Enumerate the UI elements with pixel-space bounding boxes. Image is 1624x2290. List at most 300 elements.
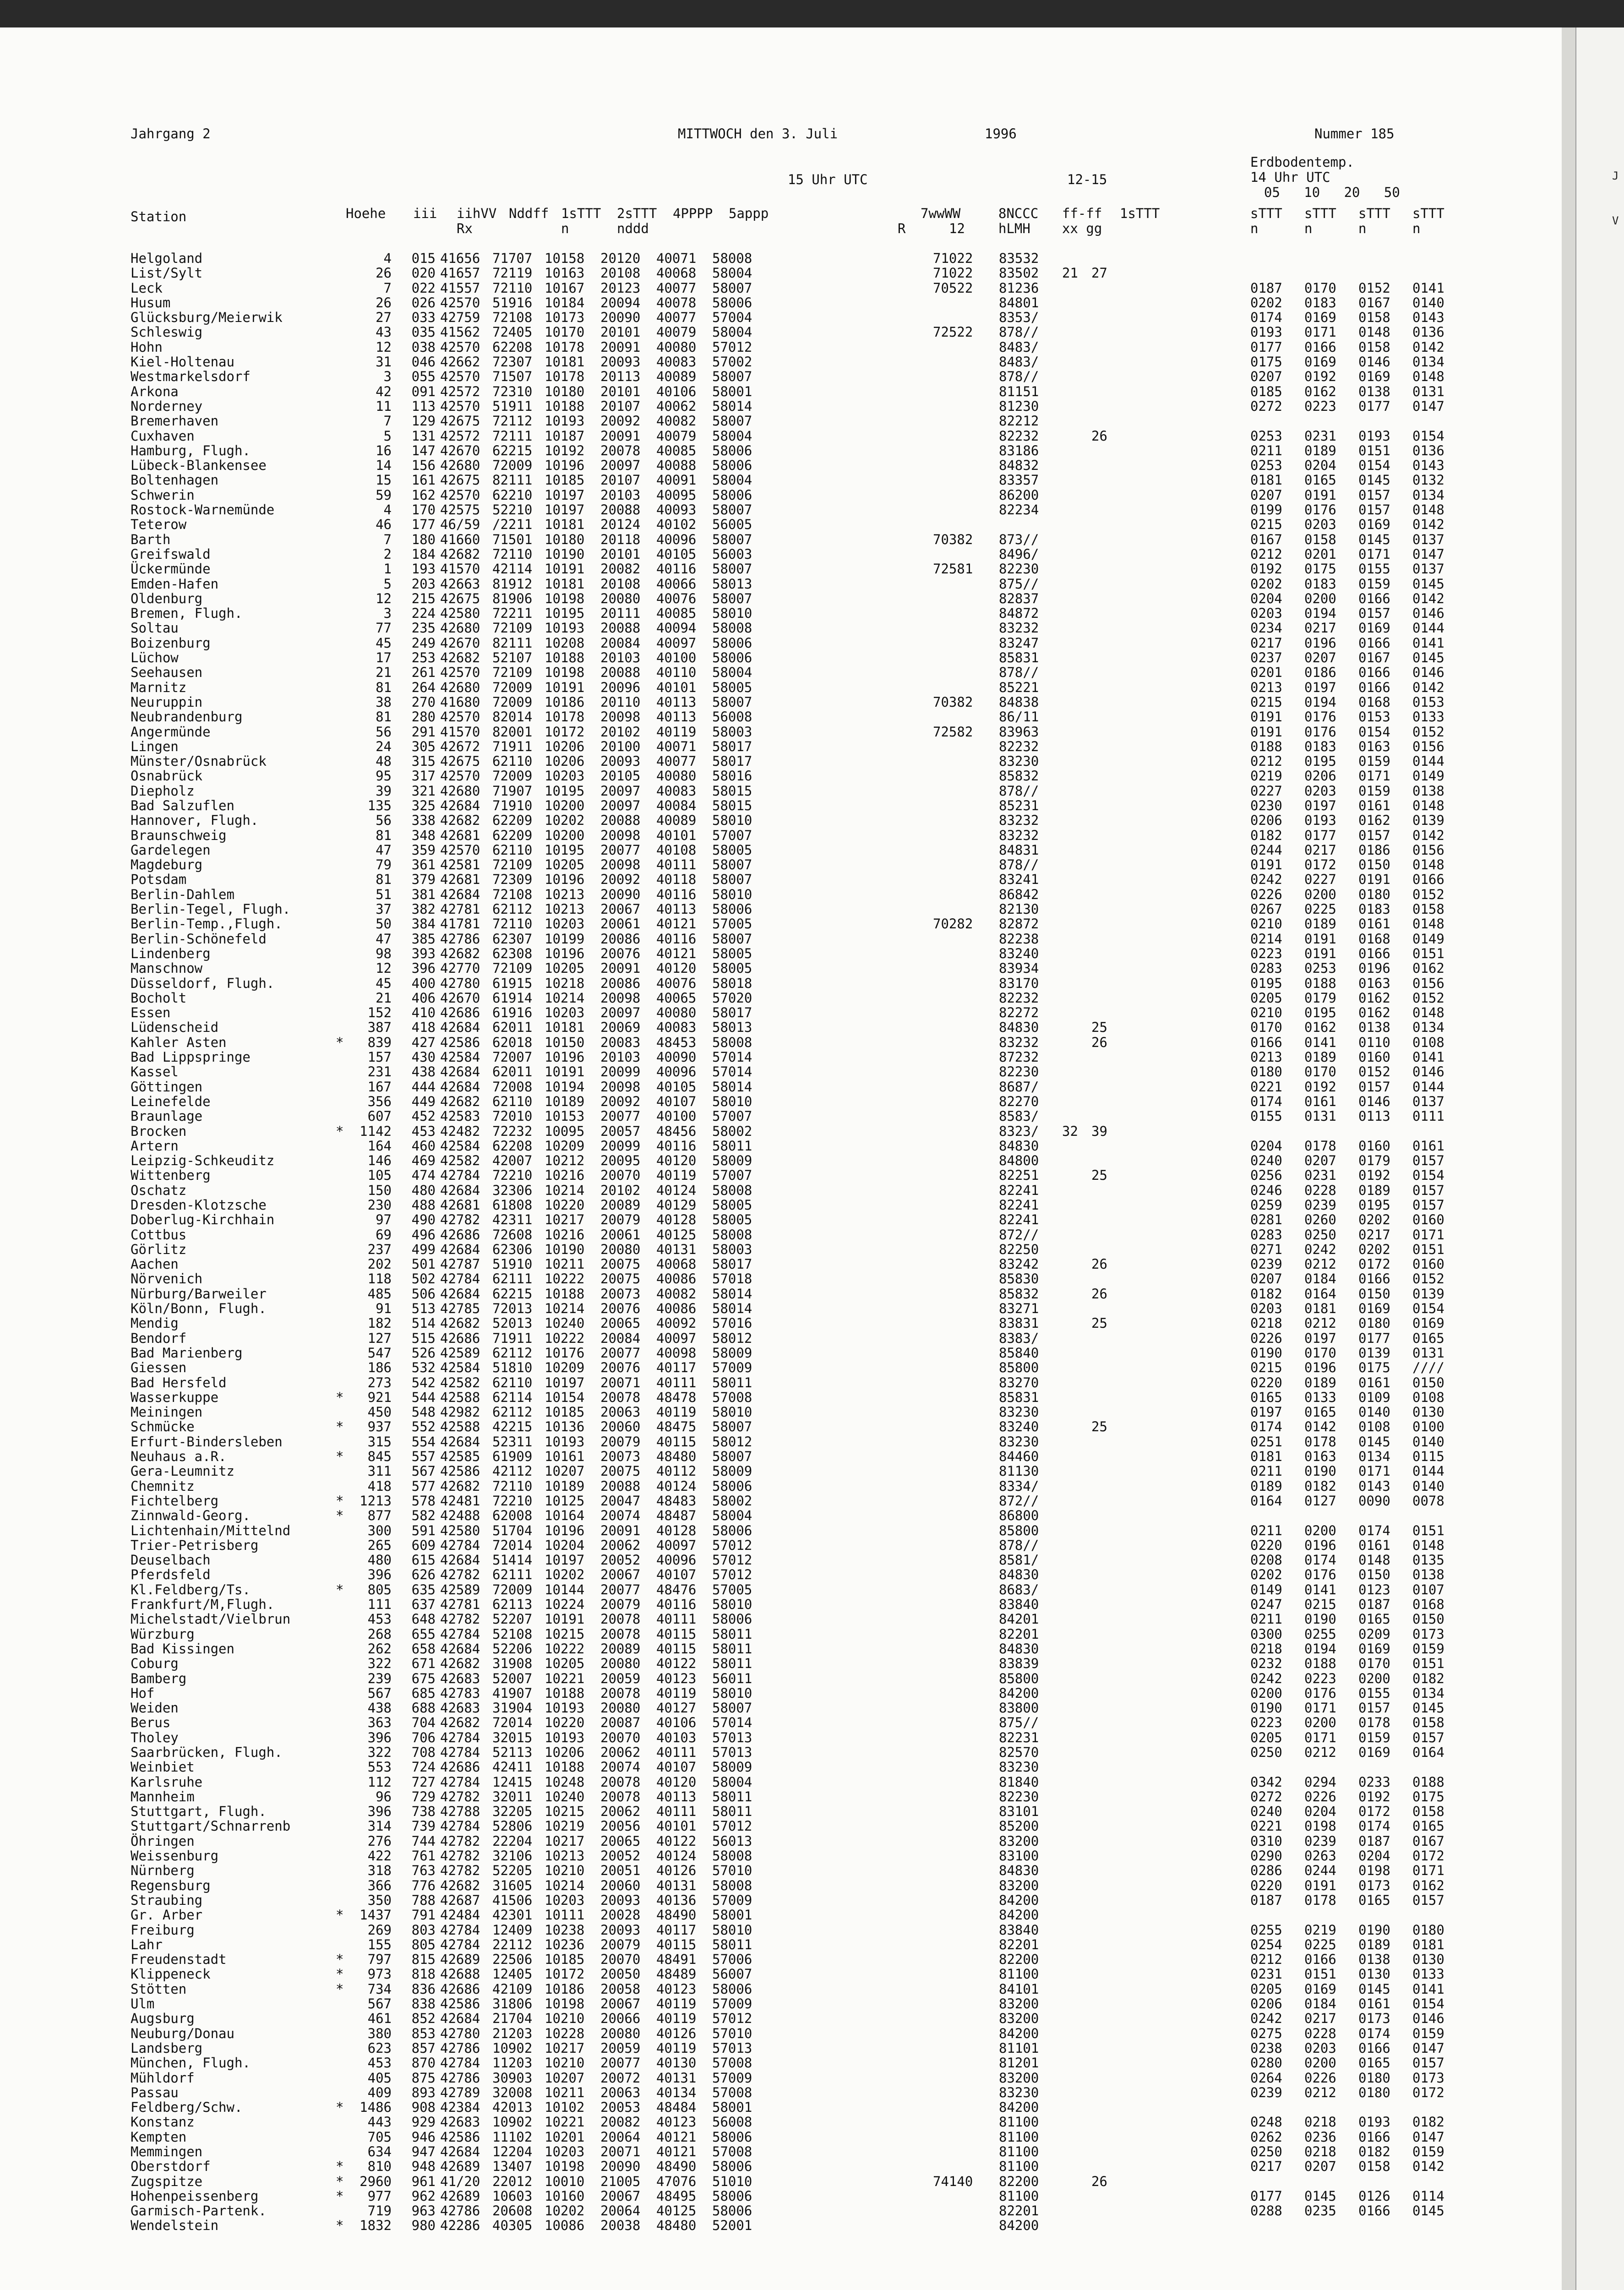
soil-temp-05: 0342 [1250, 1774, 1282, 1790]
soil-temp-20: 0090 [1358, 1493, 1390, 1509]
station-name: Memmingen [131, 2144, 203, 2159]
station-height: 567 [367, 1996, 392, 2012]
nddff-group: 42311 [492, 1212, 533, 1228]
tendency-group: 58008 [712, 1848, 752, 1864]
tendency-group: 57012 [712, 339, 752, 355]
soil-temp-20: 0166 [1358, 590, 1390, 606]
soil-temp-10: 0162 [1304, 383, 1336, 399]
station-id: 582 [411, 1508, 436, 1524]
station-id: 893 [411, 2084, 436, 2100]
soil-temp-05: 0181 [1250, 1449, 1282, 1465]
iihvv-group: 42584 [440, 1049, 480, 1065]
soil-temp-05: 0187 [1250, 280, 1282, 296]
nddff-group: 52206 [492, 1641, 533, 1657]
temperature-group: 10193 [545, 413, 585, 429]
cloud-group: 84200 [999, 2099, 1039, 2116]
soil-temp-05: 0218 [1250, 1315, 1282, 1331]
temperature-group: 10191 [545, 1611, 585, 1627]
dewpoint-group: 20082 [600, 561, 641, 577]
nddff-group: 71911 [492, 738, 533, 754]
station-height: 45 [376, 975, 392, 991]
year-label: 1996 [985, 126, 1017, 142]
station-id: 961 [411, 2173, 436, 2189]
soil-temp-50: 0153 [1412, 694, 1444, 710]
station-name: Westmarkelsdorf [131, 369, 251, 385]
station-id: 708 [411, 1744, 436, 1760]
soil-temp-05: 0283 [1250, 1227, 1282, 1243]
pressure-group: 40113 [656, 901, 697, 917]
col-1sttt: 1sTTT [561, 206, 601, 221]
dewpoint-group: 20070 [600, 1952, 641, 1968]
soil-temp-20: 0150 [1358, 857, 1390, 873]
cloud-group: 83800 [999, 1700, 1039, 1716]
soil-temp-50: 0154 [1412, 1167, 1444, 1183]
soil-temp-20: 0158 [1358, 2159, 1390, 2175]
station-name: Osnabrück [131, 768, 203, 784]
station-height: 396 [367, 1729, 392, 1745]
gust-gg: 25 [1091, 1167, 1107, 1183]
pressure-group: 40106 [656, 1715, 697, 1731]
iihvv-group: 42684 [440, 797, 480, 813]
station-id: 396 [411, 960, 436, 976]
soil-temp-50: 0078 [1412, 1493, 1444, 1509]
soil-temp-05: 0234 [1250, 620, 1282, 636]
iihvv-group: 42572 [440, 383, 480, 399]
iihvv-group: 42782 [440, 1863, 480, 1879]
station-height: 322 [367, 1744, 392, 1760]
soil-temp-50: 0156 [1412, 975, 1444, 991]
soil-temp-10: 0242 [1304, 1241, 1336, 1257]
cloud-group: 82201 [999, 1626, 1039, 1642]
station-height: 705 [367, 2129, 392, 2145]
soil-temp-20: 0155 [1358, 561, 1390, 577]
iihvv-group: 41570 [440, 561, 480, 577]
iihvv-group: 42686 [440, 1330, 480, 1346]
soil-temp-50: 0134 [1412, 1020, 1444, 1036]
pressure-group: 40097 [656, 1537, 697, 1553]
soil-temp-50: 0162 [1412, 960, 1444, 976]
station-id: 393 [411, 945, 436, 961]
soil-temp-50: 0108 [1412, 1389, 1444, 1405]
iihvv-group: 42672 [440, 738, 480, 754]
station-height: 1213 [360, 1493, 392, 1509]
station-height: 380 [367, 2025, 392, 2041]
soil-temp-20: 0169 [1358, 1301, 1390, 1317]
soil-temp-05: 0167 [1250, 531, 1282, 547]
cloud-group: 83357 [999, 472, 1039, 488]
iihvv-group: 42780 [440, 975, 480, 991]
iihvv-group: 42575 [440, 502, 480, 518]
nddff-group: 52806 [492, 1818, 533, 1834]
cloud-group: 83230 [999, 1404, 1039, 1420]
dewpoint-group: 20067 [600, 1567, 641, 1583]
dewpoint-group: 20092 [600, 413, 641, 429]
station-id: 513 [411, 1301, 436, 1317]
tendency-group: 58006 [712, 1478, 752, 1494]
cloud-group: 85800 [999, 1522, 1039, 1538]
tendency-group: 58006 [712, 650, 752, 666]
col-r: R [898, 221, 906, 236]
temperature-group: 10191 [545, 679, 585, 695]
temperature-group: 10095 [545, 1123, 585, 1139]
station-height: 26 [376, 294, 392, 311]
soil-temp-05: 0239 [1250, 2084, 1282, 2100]
iihvv-group: 42781 [440, 1597, 480, 1613]
tendency-group: 58007 [712, 502, 752, 518]
station-id: 430 [411, 1049, 436, 1065]
dewpoint-group: 20083 [600, 1034, 641, 1050]
mountain-marker: * [336, 1952, 344, 1968]
station-height: 7 [383, 413, 392, 429]
pressure-group: 40065 [656, 990, 697, 1006]
soil-temp-10: 0191 [1304, 945, 1336, 961]
soil-temp-10: 0163 [1304, 1449, 1336, 1465]
station-name: Frankfurt/M,Flugh. [131, 1597, 275, 1613]
soil-temp-50: 0108 [1412, 1034, 1444, 1050]
pressure-group: 40103 [656, 1729, 697, 1745]
cloud-group: 8687/ [999, 1079, 1039, 1095]
soil-temp-50: 0138 [1412, 783, 1444, 799]
nddff-group: 42112 [492, 1463, 533, 1479]
station-name: Stötten [131, 1981, 187, 1997]
soil-temp-20: 0165 [1358, 1611, 1390, 1627]
pressure-group: 40115 [656, 1434, 697, 1450]
pressure-group: 40125 [656, 1227, 697, 1243]
iihvv-group: 42681 [440, 872, 480, 888]
cloud-group: 82230 [999, 1788, 1039, 1805]
dewpoint-group: 20120 [600, 251, 641, 266]
soil-temp-10: 0200 [1304, 1522, 1336, 1538]
soil-temp-50: 0139 [1412, 1286, 1444, 1302]
iihvv-group: 42684 [440, 1241, 480, 1257]
nddff-group: 41907 [492, 1685, 533, 1701]
temperature-group: 10202 [545, 1567, 585, 1583]
station-id: 763 [411, 1863, 436, 1879]
station-name: Stuttgart, Flugh. [131, 1804, 267, 1820]
soil-temp-10: 0176 [1304, 502, 1336, 518]
soil-temp-10: 0226 [1304, 2070, 1336, 2086]
soil-temp-50: 0138 [1412, 1567, 1444, 1583]
tendency-group: 58012 [712, 1434, 752, 1450]
iihvv-group: 42684 [440, 1182, 480, 1198]
soil-temp-05: 0188 [1250, 738, 1282, 754]
soil-temp-20: 0166 [1358, 2203, 1390, 2219]
pressure-group: 40118 [656, 872, 697, 888]
soil-temp-05: 0231 [1250, 1966, 1282, 1982]
cloud-group: 86842 [999, 886, 1039, 902]
tendency-group: 58017 [712, 738, 752, 754]
soil-temp-10: 0189 [1304, 1049, 1336, 1065]
iihvv-group: 42384 [440, 2099, 480, 2116]
cloud-group: 878// [999, 665, 1039, 681]
station-name: Augsburg [131, 2011, 195, 2027]
pressure-group: 40128 [656, 1212, 697, 1228]
dewpoint-group: 20077 [600, 1581, 641, 1598]
temperature-group: 10221 [545, 1670, 585, 1686]
temperature-group: 10172 [545, 724, 585, 740]
iihvv-group: 42570 [440, 369, 480, 385]
soil-temp-20: 0157 [1358, 827, 1390, 843]
tendency-group: 57012 [712, 2011, 752, 2027]
nddff-group: 61808 [492, 1197, 533, 1213]
dewpoint-group: 20076 [600, 1301, 641, 1317]
dewpoint-group: 20080 [600, 1700, 641, 1716]
soil-temp-20: 0192 [1358, 1167, 1390, 1183]
soil-temp-05: 0187 [1250, 1892, 1282, 1908]
temperature-group: 10178 [545, 709, 585, 725]
iihvv-group: 42683 [440, 1700, 480, 1716]
station-name: Seehausen [131, 665, 203, 681]
soil-temp-20: 0166 [1358, 635, 1390, 651]
soil-temp-50: 0158 [1412, 1804, 1444, 1820]
dewpoint-group: 21005 [600, 2173, 641, 2189]
station-height: 2960 [360, 2173, 392, 2189]
nddff-group: 52205 [492, 1863, 533, 1879]
soil-temp-05: 0205 [1250, 1729, 1282, 1745]
next-page-edge [1575, 27, 1624, 2290]
iihvv-group: 42782 [440, 1212, 480, 1228]
tendency-group: 58010 [712, 1597, 752, 1613]
soil-temp-50: 0136 [1412, 442, 1444, 458]
station-height: 921 [367, 1389, 392, 1405]
soil-temp-50: 0142 [1412, 590, 1444, 606]
pressure-group: 40101 [656, 827, 697, 843]
cloud-group: 872// [999, 1227, 1039, 1243]
station-height: 15 [376, 472, 392, 488]
soil-temp-05: 0180 [1250, 1064, 1282, 1080]
station-id: 577 [411, 1478, 436, 1494]
dewpoint-group: 20074 [600, 1759, 641, 1775]
soil-temp-05: 0191 [1250, 709, 1282, 725]
soil-temp-50: 0159 [1412, 2144, 1444, 2159]
iihvv-group: 42680 [440, 620, 480, 636]
soil-temp-50: 0169 [1412, 1315, 1444, 1331]
temperature-group: 10158 [545, 251, 585, 266]
soil-temp-20: 0158 [1358, 339, 1390, 355]
soil-temp-10: 0176 [1304, 709, 1336, 725]
dewpoint-group: 20073 [600, 1449, 641, 1465]
pressure-group: 48487 [656, 1508, 697, 1524]
soil-temp-05: 0204 [1250, 1138, 1282, 1154]
nddff-group: 62308 [492, 945, 533, 961]
soil-temp-05: 0230 [1250, 797, 1282, 813]
soil-temp-10: 0218 [1304, 2114, 1336, 2130]
temperature-group: 10198 [545, 2159, 585, 2175]
iihvv-group: 41562 [440, 324, 480, 340]
nddff-group: 71501 [492, 531, 533, 547]
soil-temp-05: 0271 [1250, 1241, 1282, 1257]
station-id: 776 [411, 1877, 436, 1893]
soil-temp-20: 0180 [1358, 886, 1390, 902]
nddff-group: 72009 [492, 679, 533, 695]
soil-temp-10: 0197 [1304, 679, 1336, 695]
nddff-group: 72211 [492, 605, 533, 622]
cloud-group: 83230 [999, 1434, 1039, 1450]
soil-temp-50: 0159 [1412, 2025, 1444, 2041]
soil-temp-20: 0166 [1358, 665, 1390, 681]
temperature-group: 10222 [545, 1330, 585, 1346]
cloud-group: 875// [999, 1715, 1039, 1731]
soil-temp-50: 0144 [1412, 753, 1444, 769]
iihvv-group: 42684 [440, 1434, 480, 1450]
station-height: 311 [367, 1463, 392, 1479]
soil-temp-20: 0161 [1358, 1374, 1390, 1390]
tendency-group: 58009 [712, 1153, 752, 1169]
dewpoint-group: 20088 [600, 812, 641, 829]
cloud-group: 82201 [999, 1936, 1039, 1952]
soil-temp-05: 0250 [1250, 1744, 1282, 1760]
nddff-group: 52311 [492, 1434, 533, 1450]
dewpoint-group: 20057 [600, 1123, 641, 1139]
station-name: Regensburg [131, 1877, 211, 1893]
soil-temp-05: 0220 [1250, 1374, 1282, 1390]
iihvv-group: 42682 [440, 546, 480, 562]
tendency-group: 58014 [712, 398, 752, 414]
pressure-group: 40077 [656, 310, 697, 326]
soil-temp-10: 0183 [1304, 738, 1336, 754]
weather-group: 70382 [933, 694, 973, 710]
tendency-group: 57020 [712, 990, 752, 1006]
temperature-group: 10203 [545, 1892, 585, 1908]
soil-temp-10: 0218 [1304, 2144, 1336, 2159]
pressure-group: 40097 [656, 1330, 697, 1346]
temperature-group: 10185 [545, 472, 585, 488]
pressure-group: 40131 [656, 2070, 697, 2086]
station-height: 202 [367, 1256, 392, 1272]
pressure-group: 40082 [656, 413, 697, 429]
pressure-group: 48453 [656, 1034, 697, 1050]
tendency-group: 58010 [712, 1685, 752, 1701]
iihvv-group: 42982 [440, 1404, 480, 1420]
station-id: 648 [411, 1611, 436, 1627]
station-height: 273 [367, 1374, 392, 1390]
soil-temp-10: 0200 [1304, 1715, 1336, 1731]
col-soil-sub: n [1412, 221, 1421, 236]
soil-temp-10: 0183 [1304, 294, 1336, 311]
iihvv-group: 42784 [440, 1818, 480, 1834]
dewpoint-group: 20105 [600, 768, 641, 784]
soil-temp-05: 0272 [1250, 1788, 1282, 1805]
soil-temp-05: 0203 [1250, 605, 1282, 622]
pressure-group: 40126 [656, 1863, 697, 1879]
temperature-group: 10181 [545, 354, 585, 370]
cloud-group: 82232 [999, 428, 1039, 444]
temperature-group: 10186 [545, 694, 585, 710]
station-height: 450 [367, 1404, 392, 1420]
station-height: 480 [367, 1552, 392, 1568]
soil-temp-05: 0246 [1250, 1182, 1282, 1198]
station-id: 381 [411, 886, 436, 902]
iihvv-group: 42784 [440, 1774, 480, 1790]
soil-temp-20: 0169 [1358, 620, 1390, 636]
dewpoint-group: 20080 [600, 590, 641, 606]
station-name: Schleswig [131, 324, 203, 340]
temperature-group: 10211 [545, 2084, 585, 2100]
station-name: Brocken [131, 1123, 187, 1139]
nddff-group: 62111 [492, 1271, 533, 1287]
cloud-group: 81101 [999, 2040, 1039, 2056]
col-soil-50: sTTT [1412, 206, 1444, 221]
tendency-group: 57006 [712, 1952, 752, 1968]
cloud-group: 8353/ [999, 310, 1039, 326]
pressure-group: 40096 [656, 1064, 697, 1080]
soil-temp-05: 0215 [1250, 517, 1282, 533]
soil-temp-10: 0178 [1304, 1138, 1336, 1154]
temperature-group: 10194 [545, 1079, 585, 1095]
soil-temp-20: 0195 [1358, 1197, 1390, 1213]
temperature-group: 10196 [545, 458, 585, 474]
station-id: 348 [411, 827, 436, 843]
soil-temp-20: 0183 [1358, 901, 1390, 917]
soil-temp-20: 0145 [1358, 1434, 1390, 1450]
station-id: 022 [411, 280, 436, 296]
pressure-group: 40105 [656, 1079, 697, 1095]
cloud-group: 86200 [999, 487, 1039, 503]
station-name: Weinbiet [131, 1759, 195, 1775]
station-id: 962 [411, 2188, 436, 2204]
soil-temp-10: 0212 [1304, 1315, 1336, 1331]
cloud-group: 85221 [999, 679, 1039, 695]
nddff-group: 32106 [492, 1848, 533, 1864]
cloud-group: 873// [999, 531, 1039, 547]
nddff-group: 42007 [492, 1153, 533, 1169]
nddff-group: 20608 [492, 2203, 533, 2219]
nddff-group: 72109 [492, 620, 533, 636]
soil-temp-20: 0157 [1358, 502, 1390, 518]
station-height: 239 [367, 1670, 392, 1686]
cloud-group: 83101 [999, 1804, 1039, 1820]
iihvv-group: 42586 [440, 1034, 480, 1050]
cloud-group: 83502 [999, 265, 1039, 281]
station-id: 453 [411, 1123, 436, 1139]
temperature-group: 10153 [545, 1108, 585, 1124]
soil-temp-50: 0146 [1412, 1064, 1444, 1080]
soil-temp-05: 0310 [1250, 1833, 1282, 1849]
soil-temp-20: 0204 [1358, 1848, 1390, 1864]
station-height: 845 [367, 1449, 392, 1465]
dewpoint-group: 20061 [600, 916, 641, 932]
mountain-marker: * [336, 1034, 344, 1050]
nddff-group: 21203 [492, 2025, 533, 2041]
station-name: Nörvenich [131, 1271, 203, 1287]
soil-temp-50: 0141 [1412, 1981, 1444, 1997]
nddff-group: 42301 [492, 1907, 533, 1923]
gust-gg: 26 [1091, 1286, 1107, 1302]
station-id: 469 [411, 1153, 436, 1169]
nddff-group: 62307 [492, 931, 533, 947]
pressure-group: 40100 [656, 1108, 697, 1124]
dewpoint-group: 20101 [600, 383, 641, 399]
station-name: Straubing [131, 1892, 203, 1908]
soil-temp-05: 0213 [1250, 1049, 1282, 1065]
soil-temp-20: 0152 [1358, 280, 1390, 296]
soil-temp-05: 0207 [1250, 369, 1282, 385]
tendency-group: 58018 [712, 975, 752, 991]
cloud-group: 87232 [999, 1049, 1039, 1065]
nddff-group: 62110 [492, 842, 533, 858]
pressure-group: 48484 [656, 2099, 697, 2116]
iihvv-group: 41557 [440, 280, 480, 296]
station-id: 038 [411, 339, 436, 355]
soil-temp-50: 0158 [1412, 901, 1444, 917]
station-id: 129 [411, 413, 436, 429]
col-ffff-sub: xx gg [1062, 221, 1102, 236]
temperature-group: 10210 [545, 1863, 585, 1879]
dewpoint-group: 20038 [600, 2218, 641, 2234]
dewpoint-group: 20097 [600, 783, 641, 799]
soil-temp-05: 0164 [1250, 1493, 1282, 1509]
cloud-group: 83200 [999, 1877, 1039, 1893]
